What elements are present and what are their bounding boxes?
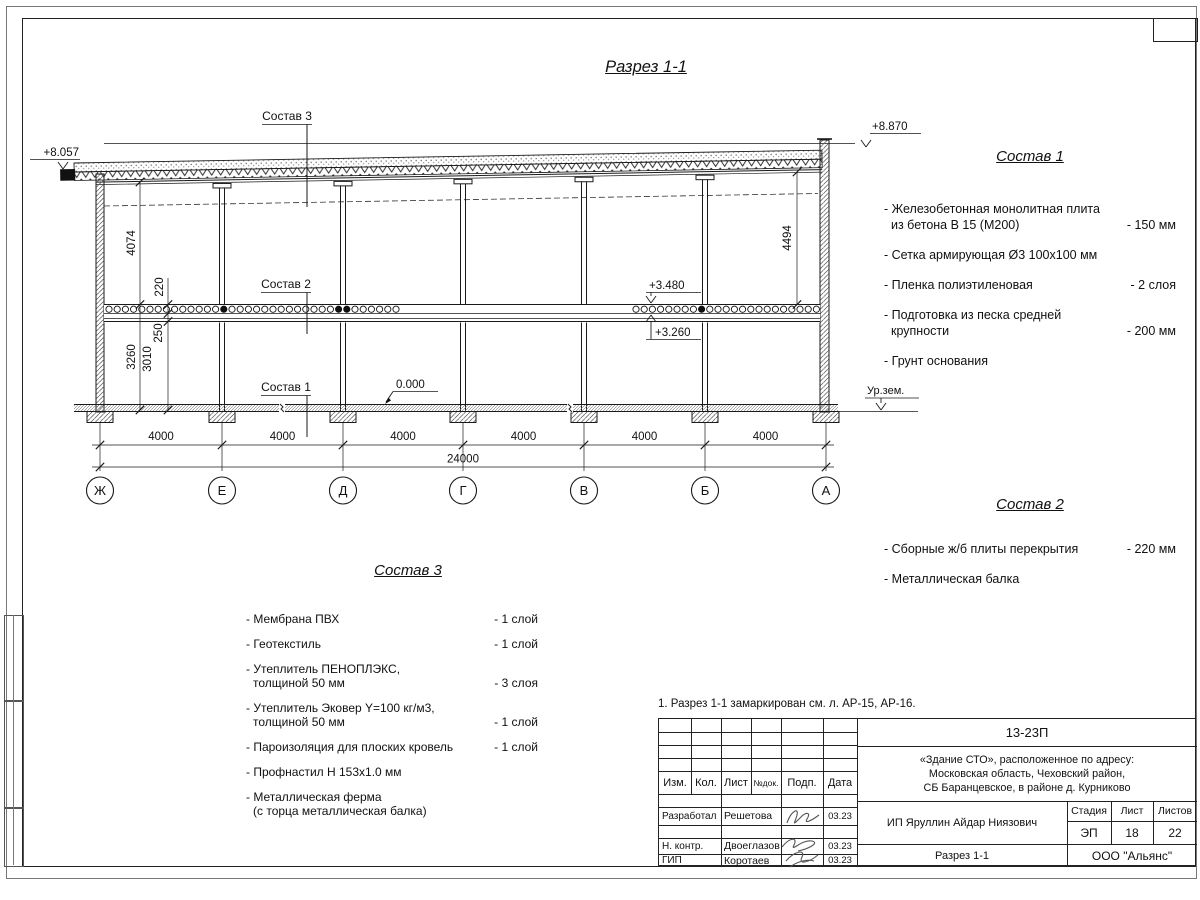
column-capital <box>575 177 593 182</box>
spec2-heading: Состав 2 <box>996 496 1064 513</box>
span-dim-label: 4000 <box>510 431 537 443</box>
spec1-heading: Состав 1 <box>996 148 1064 165</box>
foundation-pad <box>692 412 718 423</box>
spec-item <box>246 612 538 626</box>
spec-item-text: - Металлическая ферма <box>246 790 382 804</box>
titleblock-project-line: «Здание СТО», расположенное по адресу: <box>919 753 1135 766</box>
spec-item <box>884 307 1176 339</box>
elevation-mark <box>58 162 68 169</box>
titleblock-date: 03.23 <box>828 840 852 852</box>
spec-item <box>246 790 538 818</box>
titleblock-role: ГИП <box>662 855 682 866</box>
axis-letter: Б <box>700 483 710 498</box>
callout-sostav3: Состав 3 <box>262 109 312 123</box>
foundation-pad <box>571 412 597 423</box>
titleblock-header-col: Подп. <box>787 776 817 789</box>
titleblock-sheet-title: Разрез 1-1 <box>934 849 989 862</box>
spec-item-value: - 1 слой <box>494 715 538 729</box>
span-dim-label: 4000 <box>390 431 416 443</box>
total-dim-label: 24000 <box>447 453 479 466</box>
dim-250: 250 <box>153 323 165 343</box>
dim-220: 220 <box>154 277 166 297</box>
foundation-pad <box>813 412 839 423</box>
span-dim-label: 4000 <box>631 431 658 443</box>
spec-item-value: - 1 слой <box>494 612 538 626</box>
titleblock-name: Решетова <box>724 810 773 822</box>
section-drawing <box>0 0 960 540</box>
spec-item-text: - Сетка армирующая Ø3 100х100 мм <box>884 248 1098 262</box>
spec-item <box>246 765 538 779</box>
spec-item-text2: толщиной 50 мм <box>253 715 345 729</box>
dim-4494: 4494 <box>782 225 794 251</box>
spec-item-text: - Утеплитель Эковер Y=100 кг/м3, <box>246 701 435 715</box>
spec-item-text: - Пароизоляция для плоских кровель <box>246 740 454 754</box>
axis-letter: Г <box>459 483 467 498</box>
spec-item <box>884 277 1176 293</box>
titleblock-date: 03.23 <box>828 810 852 822</box>
spec-item-value: - 220 мм <box>1126 542 1176 556</box>
note: 1. Разрез 1-1 замаркирован см. л. АР-15, АР-16. <box>658 698 916 710</box>
titleblock-role: Н. контр. <box>662 840 704 852</box>
titleblock-header-col: Кол. <box>695 776 717 789</box>
foundation-pad <box>209 412 235 423</box>
foundation-pad <box>330 412 356 423</box>
elevation-mark <box>876 403 886 410</box>
spec-item-text: - Грунт основания <box>884 354 989 368</box>
titleblock-header-col: Изм. <box>663 776 687 789</box>
dim-3010: 3010 <box>142 346 154 372</box>
titleblock-stage-value: ЭП <box>1080 825 1098 840</box>
spec-item-text: - Профнастил Н 153х1.0 мм <box>246 765 402 779</box>
titleblock-stage-header: Листов <box>1157 805 1193 817</box>
elevation-slab-bottom: +3.260 <box>655 327 691 339</box>
elevation-slab-top: +3.480 <box>649 280 685 292</box>
titleblock <box>658 718 1196 866</box>
titleblock-role: Разработал <box>662 810 717 822</box>
span-dim-label: 4000 <box>269 431 296 443</box>
titleblock-client: ИП Яруллин Айдар Ниязович <box>886 816 1038 829</box>
ground-slab <box>74 405 838 412</box>
spec-item-value: - 2 слоя <box>1130 278 1176 292</box>
titleblock-project-line: СБ Баранцевское, в районе д. Курниково <box>923 781 1131 794</box>
dim-3260: 3260 <box>126 344 138 370</box>
elevation-floor: 0.000 <box>396 379 425 391</box>
titleblock-name: Двоеглазов <box>724 840 780 852</box>
column-capital <box>213 183 231 188</box>
spec-item-text: - Мембрана ПВХ <box>246 612 340 626</box>
elevation-mark <box>646 296 656 303</box>
spec-item <box>246 701 538 729</box>
titleblock-doc-number: 13-23П <box>1005 725 1049 740</box>
spec-item <box>884 541 1176 557</box>
spec-item-text: - Утеплитель ПЕНОПЛЭКС, <box>246 662 401 676</box>
margin-box-divider <box>13 615 14 865</box>
spec3-list <box>246 612 538 818</box>
titleblock-stage-value: 18 <box>1125 825 1139 840</box>
column-capital <box>454 179 472 184</box>
spec-item-value: - 200 мм <box>1126 324 1176 338</box>
titleblock-stage-value: 22 <box>1168 825 1182 840</box>
spec2-list <box>884 541 1176 587</box>
axis-letter: Ж <box>93 483 107 498</box>
spec-item-text: - Пленка полиэтиленовая <box>884 278 1033 292</box>
spec-item-text: - Сборные ж/б плиты перекрытия <box>884 542 1079 556</box>
span-dim-label: 4000 <box>752 431 779 443</box>
titleblock-stage-header: Стадия <box>1071 805 1107 817</box>
spec-item-text: - Геотекстиль <box>246 637 321 651</box>
spec-item <box>884 201 1176 233</box>
titleblock-project <box>857 746 1197 801</box>
spec-item <box>246 637 538 651</box>
titleblock-header-col: Лист <box>724 776 748 789</box>
spec-item <box>246 740 538 754</box>
spec-item-text2: крупности <box>891 324 950 338</box>
drawing-title: Разрез 1-1 <box>605 58 687 76</box>
axis-letter: В <box>579 483 589 498</box>
spec-item-text: - Железобетонная монолитная плита <box>884 202 1100 216</box>
margin-box-1 <box>4 615 24 702</box>
spec-item <box>884 571 1176 587</box>
dim-4074: 4074 <box>126 230 138 256</box>
titleblock-header-col: Дата <box>827 776 853 789</box>
spec-item-value: - 1 слой <box>494 740 538 754</box>
elevation-mark <box>861 140 871 147</box>
titleblock-name: Коротаев <box>724 854 770 867</box>
titleblock-company: ООО "Альянс" <box>1091 848 1173 863</box>
spec-item-text: - Подготовка из песка средней <box>884 308 1062 322</box>
axis-letter: Е <box>217 483 227 498</box>
foundation-pad <box>450 412 476 423</box>
signature <box>781 803 823 829</box>
ground-level-label: Ур.зем. <box>867 385 905 397</box>
spec3-heading: Состав 3 <box>374 562 442 579</box>
top-right-stamp-box <box>1153 18 1198 42</box>
callout-sostav2: Состав 2 <box>261 277 311 291</box>
column-capital <box>334 181 352 186</box>
titleblock-date: 03.23 <box>828 855 852 866</box>
spec1-list <box>884 201 1176 369</box>
elevation-roof-left: +8.057 <box>43 147 79 159</box>
spec-item-text: - Металлическая балка <box>884 572 1020 586</box>
spec-item-text2: толщиной 50 мм <box>253 676 345 690</box>
spec-item-text2: из бетона В 15 (М200) <box>891 218 1020 232</box>
spec-item-text2: (с торца металлическая балка) <box>253 804 427 818</box>
spec-item <box>246 662 538 690</box>
margin-box-2 <box>4 700 24 809</box>
span-dim-label: 4000 <box>148 431 174 443</box>
signature <box>778 835 824 869</box>
foundation-pad <box>87 412 113 423</box>
spec-item-value: - 3 слоя <box>494 676 538 690</box>
spec-item-value: - 150 мм <box>1126 218 1176 232</box>
titleblock-project-line: Московская область, Чеховский район, <box>928 767 1126 780</box>
left-wall <box>96 174 104 412</box>
spec-item-value: - 1 слой <box>494 637 538 651</box>
right-wall <box>820 140 829 412</box>
titleblock-header-col: №док. <box>753 777 779 788</box>
elevation-roof-right: +8.870 <box>872 121 908 133</box>
titleblock-stage-header: Лист <box>1120 805 1144 817</box>
spec-item <box>884 247 1176 263</box>
callout-sostav1: Состав 1 <box>261 380 311 394</box>
axis-letter: А <box>821 483 831 498</box>
column-capital <box>696 175 714 180</box>
axis-letter: Д <box>338 483 348 498</box>
spec-item <box>884 353 1176 369</box>
margin-box-3 <box>4 807 24 867</box>
